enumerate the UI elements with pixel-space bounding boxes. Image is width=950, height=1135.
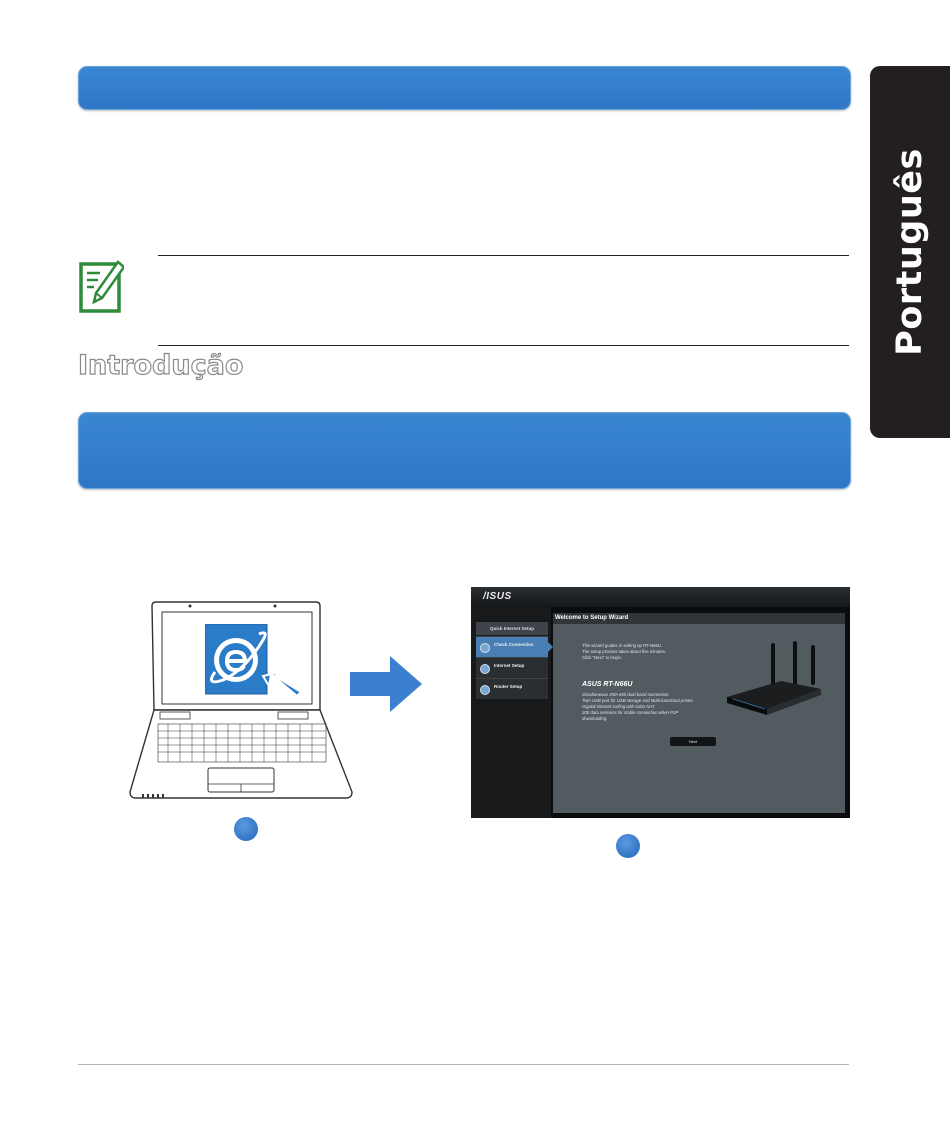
wizard-intro-line: Click "Next" to begin. — [582, 655, 623, 660]
check-connection-icon — [480, 643, 490, 653]
note-bottom-divider — [158, 345, 849, 346]
feature-line: Gigabit internet surfing with turbo NAT. — [582, 704, 656, 709]
step-marker-1 — [234, 817, 258, 841]
browser-icon — [205, 624, 305, 701]
note-top-divider — [158, 255, 849, 256]
wizard-title: Welcome to Setup Wizard — [555, 615, 629, 621]
feature-line: Simultaneous 450+450 dual-band connection. — [582, 692, 670, 697]
feature-line: 300 data sessions for stable connection when P2P — [582, 710, 679, 715]
internet-setup-icon — [480, 664, 490, 674]
router-image — [723, 639, 823, 734]
section-header-bar — [78, 66, 851, 110]
wizard-intro-line: The setup process takes about five minutes. — [582, 649, 667, 654]
menu-item-check-connection[interactable] — [476, 636, 548, 657]
wizard-intro-line: This wizard guides in setting up RT-N66U. — [582, 643, 663, 648]
asus-logo: /ISUS — [483, 591, 512, 602]
setup-wizard-screenshot — [471, 587, 850, 818]
menu-item-label: Check Connection — [494, 642, 534, 647]
footer-divider — [78, 1064, 849, 1065]
next-button[interactable]: Next — [670, 737, 716, 746]
router-model-name: ASUS RT-N66U — [582, 681, 633, 688]
feature-line: Twin USB port for USB storage and Multi-functional printer. — [582, 698, 695, 703]
note-pencil-icon — [78, 258, 124, 319]
router-setup-icon — [480, 685, 490, 695]
menu-item-label: Internet Setup — [494, 663, 525, 668]
screenshot-top-bar — [471, 587, 850, 607]
language-tab-label: Português — [890, 148, 930, 356]
next-step-arrow-icon — [350, 656, 422, 717]
step-marker-2 — [616, 834, 640, 858]
menu-item-label: Router Setup — [494, 684, 523, 689]
menu-item-internet-setup[interactable] — [476, 657, 548, 678]
intro-title: Introdução — [78, 350, 244, 381]
wizard-main-panel — [553, 613, 845, 813]
feature-line: downloading. — [582, 716, 608, 721]
intro-header-bar — [78, 412, 851, 489]
menu-item-router-setup[interactable] — [476, 678, 548, 699]
quick-internet-setup-header: Quick Internet Setup — [476, 622, 548, 635]
language-side-tab — [870, 66, 950, 438]
